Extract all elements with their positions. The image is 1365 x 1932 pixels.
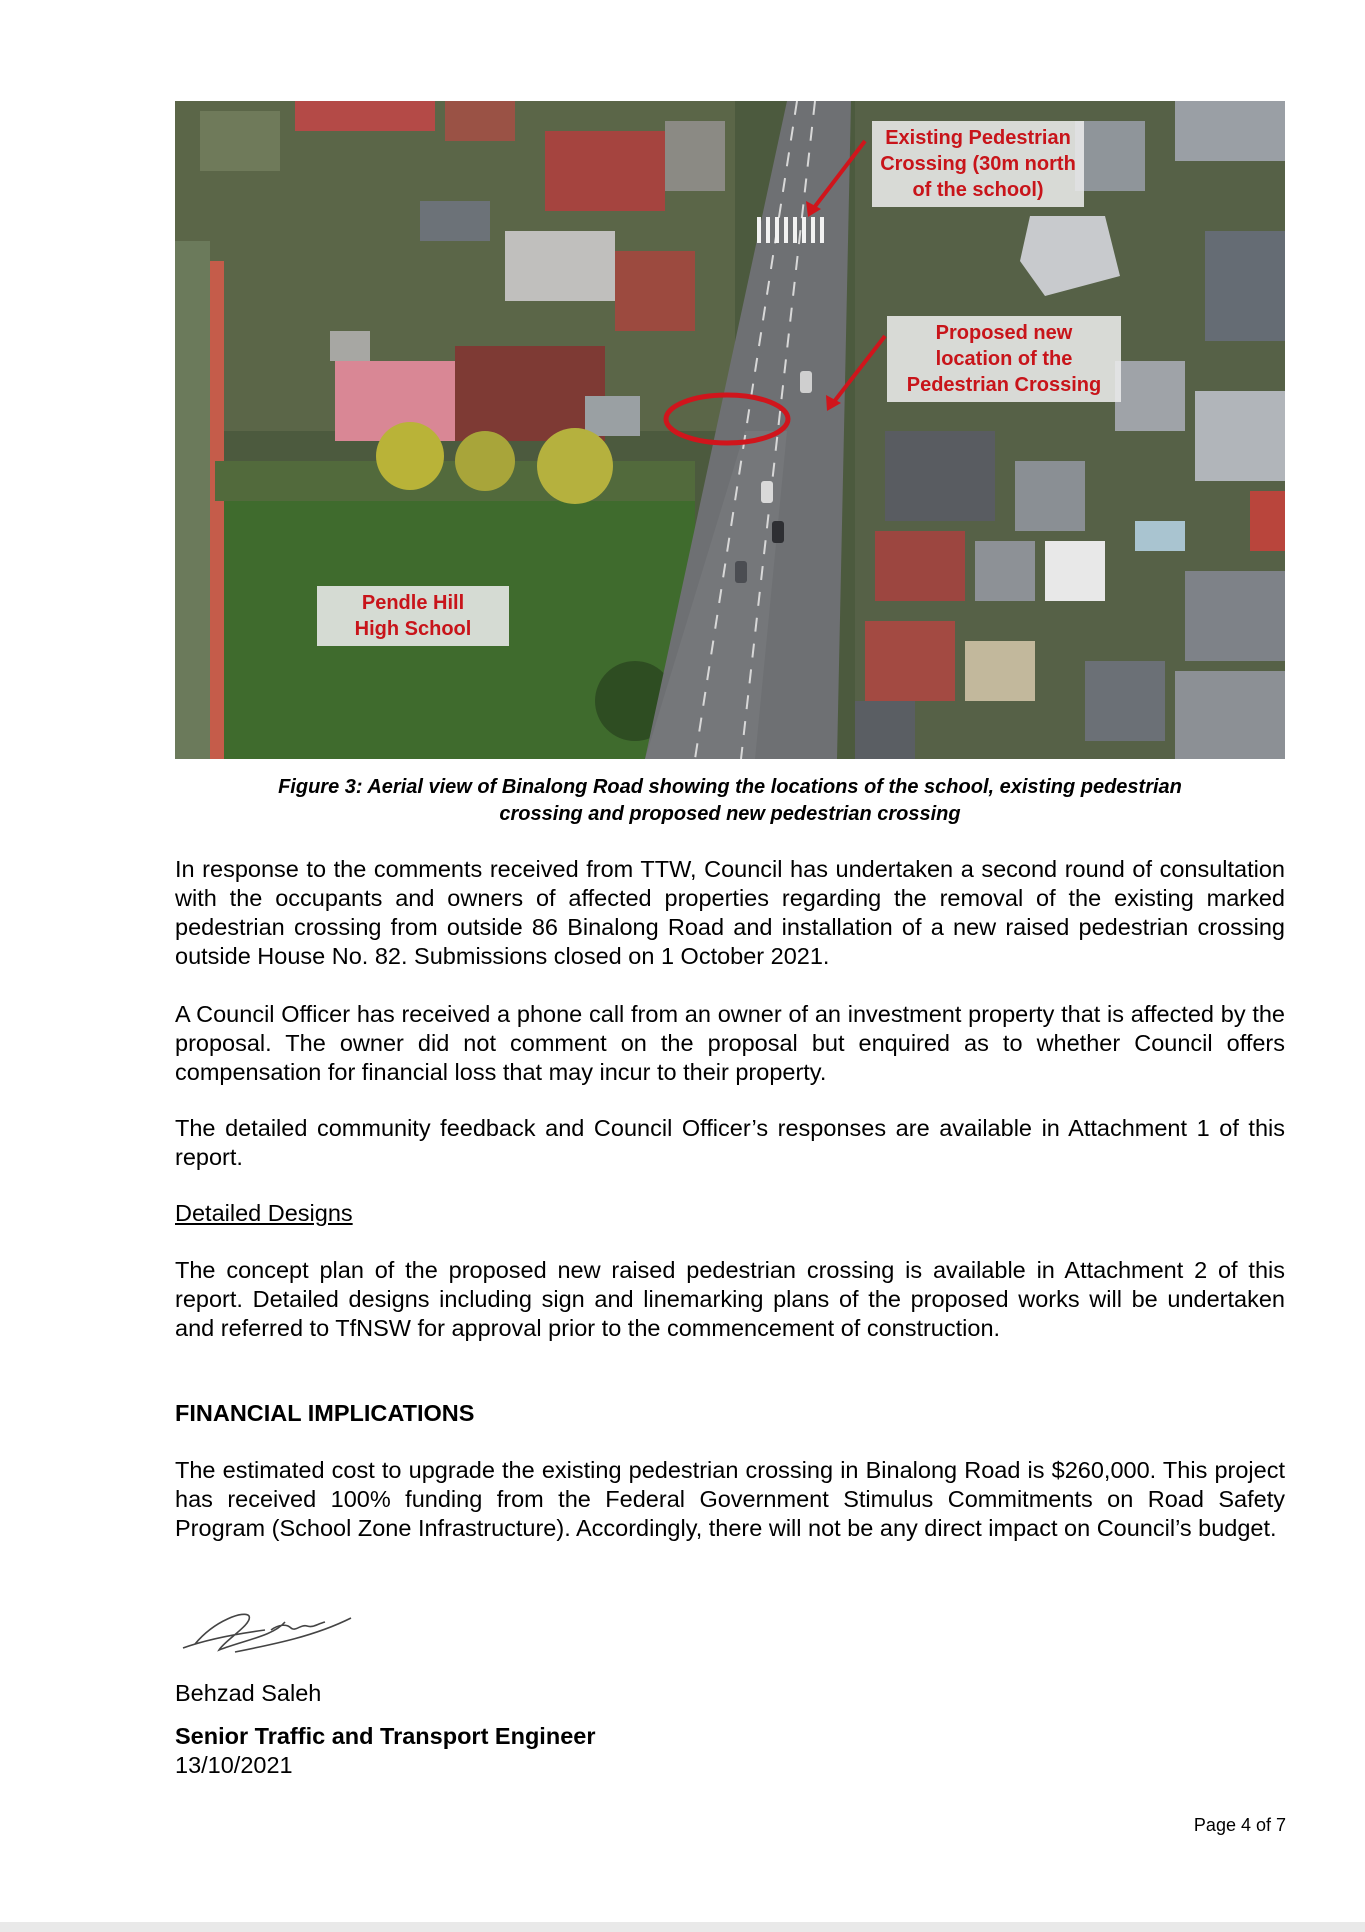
label-line: Crossing (30m north xyxy=(880,153,1076,175)
page-number: Page 4 of 7 xyxy=(1193,1815,1286,1835)
report-date: 13/10/2021 xyxy=(175,1752,293,1778)
label-line: Proposed new xyxy=(935,322,1073,344)
existing-crossing-label xyxy=(872,121,1084,207)
caption-line: Figure 3: Aerial view of Binalong Road showing the locations of the school, existing pedestrian xyxy=(278,776,1182,798)
label-line: location of the xyxy=(935,348,1073,370)
caption-line: crossing and proposed new pedestrian crossing xyxy=(499,803,961,825)
aerial-figure xyxy=(175,101,1285,759)
figure-caption xyxy=(175,774,1285,828)
paragraph-feedback: The detailed community feedback and Council Officer’s responses are available in Attachment 1 of this report. xyxy=(175,1115,1285,1170)
signatory-title: Senior Traffic and Transport Engineer xyxy=(175,1723,596,1749)
paragraph-phone-call: A Council Officer has received a phone call from an owner of an investment property that is affected by the proposal. The owner did not comment on the proposal but enquired as to whether Council offers compensation for financial loss that may incur to their property. xyxy=(175,1001,1285,1085)
school-label xyxy=(317,586,509,646)
label-line: Pedestrian Crossing xyxy=(906,374,1102,396)
proposed-crossing-label xyxy=(887,316,1121,402)
label-line: High School xyxy=(354,618,472,640)
paragraph-detailed-designs: The concept plan of the proposed new raised pedestrian crossing is available in Attachment 2 of this report. Detailed designs including sign and linemarking plans of the proposed works will be undertaken and referred to TfNSW for approval prior to the commencement of construction. xyxy=(175,1257,1285,1341)
detailed-designs-heading: Detailed Designs xyxy=(175,1200,353,1226)
paragraph-financial: The estimated cost to upgrade the existing pedestrian crossing in Binalong Road is $260,000. This project has received 100% funding from the Federal Government Stimulus Commitments on Road Safety Program (School Zone Infrastructure). Accordingly, there will not be any direct impact on Council’s budget. xyxy=(175,1457,1285,1541)
financial-implications-heading: FINANCIAL IMPLICATIONS xyxy=(175,1400,475,1426)
signatory-name: Behzad Saleh xyxy=(175,1680,322,1706)
label-line: of the school) xyxy=(912,179,1044,201)
aerial-map-image xyxy=(175,101,1285,759)
page-bottom-bar xyxy=(0,1922,1365,1932)
label-line: Existing Pedestrian xyxy=(885,127,1071,149)
signature-image xyxy=(175,1600,355,1660)
paragraph-consultation: In response to the comments received from TTW, Council has undertaken a second round of consultation with the occupants and owners of affected properties regarding the removal of the existing marked pedestrian crossing from outside 86 Binalong Road and installation of a new raised pedestrian crossing outside House No. 82. Submissions closed on 1 October 2021. xyxy=(175,856,1285,969)
label-line: Pendle Hill xyxy=(361,592,465,614)
